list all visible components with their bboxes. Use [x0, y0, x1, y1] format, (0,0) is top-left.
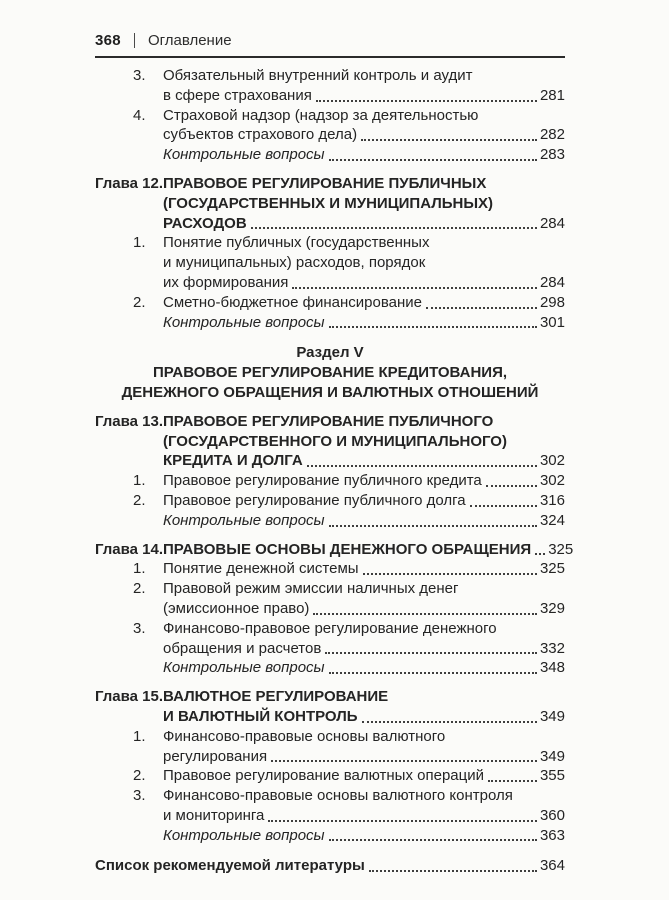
dot-leader [329, 839, 537, 841]
entry-text [163, 174, 565, 233]
entry-line-text: Правовой режим эмиссии наличных денег [163, 580, 459, 598]
page-ref: 301 [539, 313, 565, 331]
entry-text [163, 106, 565, 146]
dot-leader [329, 326, 537, 328]
toc-entry-literature [95, 856, 565, 876]
entry-line [163, 766, 565, 786]
entry-line [163, 826, 565, 846]
page-ref: 302 [539, 452, 565, 470]
entry-line-text: и мониторинга [163, 806, 265, 824]
dot-leader [329, 525, 537, 527]
entry-line-text: Контрольные вопросы [163, 659, 325, 677]
entry-text [163, 145, 565, 165]
header-title: Оглавление [147, 32, 232, 49]
entry-line-text: Страховой надзор (надзор за деятельностью [163, 106, 479, 124]
dot-leader [307, 465, 537, 467]
toc-entry-item [95, 619, 565, 659]
page-ref: 329 [539, 599, 565, 617]
header-divider [134, 33, 135, 48]
entry-line [163, 471, 565, 491]
entry-line-text: И ВАЛЮТНЫЙ КОНТРОЛЬ [163, 707, 358, 725]
entry-line-text: (ГОСУДАРСТВЕННОГО И МУНИЦИПАЛЬНОГО) [163, 432, 507, 450]
entry-line-text: Правовое регулирование публичного кредита [163, 472, 482, 490]
page-ref: 316 [539, 491, 565, 509]
dot-leader [292, 287, 537, 289]
page-ref: 284 [539, 273, 565, 291]
entry-text [163, 313, 565, 333]
dot-leader [361, 139, 537, 141]
entry-line-text: в сфере страхования [163, 86, 312, 104]
entry-line [163, 293, 565, 313]
page-ref: 348 [539, 659, 565, 677]
toc-entry-item [95, 106, 565, 146]
entry-text [163, 491, 565, 511]
page-ref: 349 [539, 707, 565, 725]
item-number [95, 826, 163, 846]
entry-line-text: Финансово-правовые основы валютного [163, 727, 446, 745]
entry-text [163, 233, 565, 292]
toc-entry-item [95, 559, 565, 579]
toc-entry-control [95, 826, 565, 846]
dot-leader [426, 307, 537, 309]
entry-line [163, 511, 565, 531]
toc-entry-chapter [95, 687, 565, 727]
entry-line-text: (ГОСУДАРСТВЕННЫХ И МУНИЦИПАЛЬНЫХ) [163, 194, 494, 212]
entry-line [163, 214, 565, 234]
item-number [95, 145, 163, 165]
entry-text [163, 540, 574, 560]
entry-text [163, 66, 565, 106]
page-number: 368 [95, 32, 121, 49]
toc-entry-item [95, 579, 565, 619]
entry-line-text: обращения и расчетов [163, 639, 322, 657]
entry-line-text: Правовое регулирование валютных операций [163, 767, 484, 785]
entry-text [95, 856, 565, 876]
entry-line-text: субъектов страхового дела) [163, 126, 358, 144]
toc-entry-chapter [95, 174, 565, 233]
entry-line-text: ВАЛЮТНОЕ РЕГУЛИРОВАНИЕ [163, 688, 389, 706]
item-number [95, 313, 163, 333]
toc-entry-control [95, 145, 565, 165]
entry-line [163, 491, 565, 511]
page-ref: 360 [539, 806, 565, 824]
toc-entry-control [95, 658, 565, 678]
toc-entry-item [95, 491, 565, 511]
dot-leader [313, 613, 537, 615]
page-ref: 284 [539, 214, 565, 232]
entry-line [163, 540, 574, 560]
item-number [95, 658, 163, 678]
item-number: 1. [133, 472, 146, 490]
entry-line-text: ПРАВОВЫЕ ОСНОВЫ ДЕНЕЖНОГО ОБРАЩЕНИЯ [163, 540, 532, 558]
item-number: 2. [133, 580, 146, 598]
item-number: 2. [133, 293, 146, 311]
entry-text [163, 293, 565, 313]
toc-list [95, 66, 574, 876]
entry-text [163, 826, 565, 846]
entry-line [163, 313, 565, 333]
page-ref: 324 [539, 511, 565, 529]
chapter-label: Глава 15. [95, 688, 164, 706]
page-ref: 302 [539, 472, 565, 490]
dot-leader [470, 505, 537, 507]
page-ref: 281 [539, 86, 565, 104]
entry-text [163, 786, 565, 826]
page-ref: 325 [539, 560, 565, 578]
toc-entry-chapter [95, 540, 574, 560]
entry-text [163, 511, 565, 531]
entry-line [163, 451, 565, 471]
entry-text [163, 619, 565, 659]
dot-leader [363, 573, 537, 575]
entry-line-text: Контрольные вопросы [163, 826, 325, 844]
item-number: 2. [133, 767, 146, 785]
toc-entry-chapter [95, 412, 565, 471]
entry-line [163, 806, 565, 826]
dot-leader [268, 820, 537, 822]
page-ref: 332 [539, 639, 565, 657]
entry-line-text: их формирования [163, 273, 289, 291]
dot-leader [316, 100, 537, 102]
section-heading-line: Раздел V [296, 344, 364, 362]
toc-entry-section [95, 343, 565, 402]
entry-line-text: Контрольные вопросы [163, 146, 325, 164]
page-ref: 283 [539, 146, 565, 164]
entry-line-text: (эмиссионное право) [163, 599, 310, 617]
entry-line [163, 86, 565, 106]
entry-text [163, 766, 565, 786]
entry-text [163, 559, 565, 579]
entry-line-text: Правовое регулирование публичного долга [163, 491, 466, 509]
item-number: 4. [133, 106, 146, 124]
dot-leader [362, 721, 537, 723]
entry-line [163, 559, 565, 579]
entry-line-text: ПРАВОВОЕ РЕГУЛИРОВАНИЕ ПУБЛИЧНОГО [163, 412, 494, 430]
dot-leader [486, 485, 537, 487]
entry-text [163, 412, 565, 471]
page-ref: 355 [539, 767, 565, 785]
section-heading-line: ДЕНЕЖНОГО ОБРАЩЕНИЯ И ВАЛЮТНЫХ ОТНОШЕНИЙ [121, 383, 539, 401]
entry-line-text: Финансово-правовые основы валютного контроля [163, 787, 513, 805]
page-ref: 364 [539, 857, 565, 875]
entry-line-text: Понятие денежной системы [163, 560, 359, 578]
entry-text [163, 727, 565, 767]
dot-leader [329, 672, 537, 674]
entry-text [163, 687, 565, 727]
entry-line-text: Обязательный внутренний контроль и аудит [163, 67, 473, 84]
entry-line [163, 639, 565, 659]
item-number: 2. [133, 491, 146, 509]
entry-text [163, 471, 565, 491]
entry-line-text: и муниципальных) расходов, порядок [163, 254, 426, 272]
chapter-label: Глава 14. [95, 540, 164, 558]
entry-line-text: КРЕДИТА И ДОЛГА [163, 452, 303, 470]
toc-entry-item [95, 293, 565, 313]
entry-line-text: Контрольные вопросы [163, 511, 325, 529]
entry-line-text: Финансово-правовое регулирование денежного [163, 619, 497, 637]
toc-entry-item [95, 786, 565, 826]
toc-entry-item [95, 766, 565, 786]
dot-leader [535, 553, 545, 555]
entry-line-text: Понятие публичных (государственных [163, 234, 430, 252]
entry-line [163, 125, 565, 145]
toc-entry-control [95, 511, 565, 531]
page-ref: 325 [548, 540, 574, 558]
entry-line-text: Список рекомендуемой литературы [95, 857, 365, 875]
dot-leader [271, 760, 537, 762]
entry-line [163, 273, 565, 293]
entry-line [163, 747, 565, 767]
entry-text [163, 579, 565, 619]
toc-entry-item [95, 66, 565, 106]
entry-line [163, 658, 565, 678]
page-ref: 282 [539, 126, 565, 144]
entry-line [163, 599, 565, 619]
entry-text [163, 658, 565, 678]
item-number: 3. [133, 619, 146, 637]
toc-entry-item [95, 727, 565, 767]
item-number [95, 511, 163, 531]
item-number: 1. [133, 560, 146, 578]
entry-line-text: Контрольные вопросы [163, 313, 325, 331]
page-header [95, 32, 565, 58]
entry-line-text: регулирования [163, 747, 268, 765]
entry-line [163, 145, 565, 165]
toc-entry-control [95, 313, 565, 333]
item-number: 3. [133, 67, 146, 84]
item-number: 1. [133, 727, 146, 745]
toc-entry-item [95, 233, 565, 292]
toc-entry-item [95, 471, 565, 491]
item-number: 1. [133, 234, 146, 252]
dot-leader [325, 652, 537, 654]
page-ref: 298 [539, 293, 565, 311]
page-ref: 363 [539, 826, 565, 844]
dot-leader [251, 227, 537, 229]
entry-line-text: ПРАВОВОЕ РЕГУЛИРОВАНИЕ ПУБЛИЧНЫХ [163, 174, 487, 192]
dot-leader [329, 159, 537, 161]
item-number: 3. [133, 787, 146, 805]
dot-leader [488, 780, 537, 782]
dot-leader [369, 870, 537, 872]
chapter-label: Глава 12. [95, 174, 164, 192]
page-ref: 349 [539, 747, 565, 765]
chapter-label: Глава 13. [95, 412, 164, 430]
section-heading-line: ПРАВОВОЕ РЕГУЛИРОВАНИЕ КРЕДИТОВАНИЯ, [152, 364, 508, 382]
entry-line [95, 856, 565, 876]
entry-line-text: Сметно-бюджетное финансирование [163, 293, 422, 311]
entry-line-text: РАСХОДОВ [163, 214, 247, 232]
entry-line [163, 707, 565, 727]
